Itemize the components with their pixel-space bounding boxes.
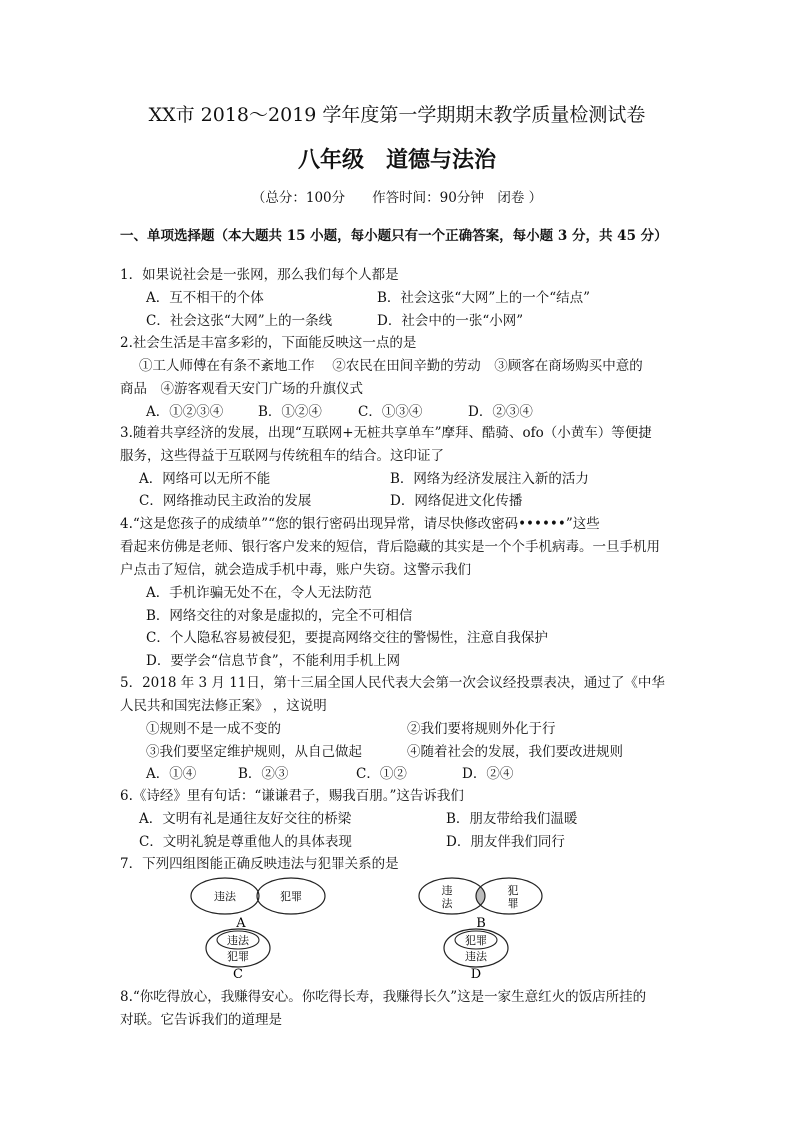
q2-stem: 2.社会生活是丰富多彩的，下面能反映这一点的是	[120, 335, 417, 351]
q5-option-c: C．①②	[356, 766, 407, 782]
q4-option-c: C．个人隐私容易被侵犯，要提高网络交往的警惕性，注意自我保护	[146, 630, 548, 646]
diagram-c-label-weifa: 违法	[227, 934, 249, 947]
q6-stem: 6.《诗经》里有句话：“谦谦君子，赐我百朋。”这告诉我们	[120, 788, 464, 804]
diagram-d	[444, 929, 508, 982]
diagram-a	[191, 878, 325, 931]
q1-option-d: D．社会中的一张“小网”	[377, 313, 524, 329]
q1-option-a: A．互不相干的个体	[146, 290, 264, 306]
diagram-b-label-zui: 罪	[507, 897, 519, 910]
exam-title: XX市 2018～2019 学年度第一学期期末教学质量检测试卷	[148, 104, 646, 126]
q4-option-a: A．手机诈骗无处不在，令人无法防范	[146, 585, 372, 601]
q5-statement-3: ③我们要坚定维护规则，从自己做起	[146, 744, 362, 760]
q4-line2: 看起来仿佛是老师、银行客户发来的短信，背后隐藏的其实是一个个手机病毒。一旦手机用	[120, 539, 660, 555]
q2-option-d: D．②③④	[468, 404, 533, 420]
q8-line2: 对联。它告诉我们的道理是	[120, 1012, 282, 1028]
diagram-b	[419, 878, 542, 931]
diagram-d-label-fanzui: 犯罪	[465, 934, 487, 947]
q3-line2: 服务，这些得益于互联网与传统租车的结合。这印证了	[120, 448, 444, 464]
diagram-a-letter: A	[236, 916, 246, 931]
q3-option-a: A．网络可以无所不能	[139, 471, 271, 487]
diagram-c	[206, 929, 270, 982]
diagram-a-label-weifa: 违法	[214, 890, 236, 903]
q2-option-c: C．①③④	[358, 404, 423, 420]
q8-line1: 8.“你吃得放心，我赚得安心。你吃得长寿，我赚得长久”这是一家生意红火的饭店所挂的	[120, 989, 647, 1005]
q2-option-b: B．①②④	[258, 404, 322, 420]
diagram-d-label-weifa: 违法	[465, 950, 487, 963]
q2-option-a: A．①②③④	[146, 404, 224, 420]
q5-statement-1: ①规则不是一成不变的	[146, 721, 281, 737]
diagram-c-label-fanzui: 犯罪	[227, 950, 249, 963]
q5-statement-4: ④随着社会的发展，我们要改进规则	[407, 744, 623, 760]
q7-venn-diagrams	[0, 872, 794, 987]
q4-option-b: B．网络交往的对象是虚拟的，完全不可相信	[146, 608, 413, 624]
q3-option-b: B．网络为经济发展注入新的活力	[390, 471, 589, 487]
section-heading: 一、单项选择题（本大题共 15 小题，每小题只有一个正确答案，每小题 3 分，共 45 分）	[120, 228, 668, 244]
exam-info: （总分：100分 作答时间：90分钟 闭卷 ）	[251, 190, 543, 206]
q5-option-d: D．②④	[462, 766, 514, 782]
q3-line1: 3.随着共享经济的发展，出现“互联网+无桩共享单车”摩拜、酷骑、ofo（小黄车）等便捷	[120, 425, 652, 441]
q3-option-c: C．网络推动民主政治的发展	[139, 493, 312, 509]
q6-option-b: B．朋友带给我们温暖	[446, 811, 578, 827]
q7-stem: 7．下列四组图能正确反映违法与犯罪关系的是	[120, 856, 399, 872]
q4-option-d: D．要学会“信息节食”，不能利用手机上网	[146, 653, 401, 669]
diagram-d-letter: D	[470, 967, 482, 982]
q4-line3: 户点击了短信，就会造成手机中毒，账户失窃。这警示我们	[120, 562, 471, 578]
q3-option-d: D．网络促进文化传播	[390, 493, 523, 509]
q6-option-d: D．朋友伴我们同行	[446, 834, 565, 850]
q5-option-b: B．②③	[238, 766, 289, 782]
q1-stem: 1．如果说社会是一张网，那么我们每个人都是	[120, 267, 399, 283]
diagram-b-label-fan: 犯	[507, 884, 519, 897]
q5-line1: 5．2018 年 3 月 11日，第十三届全国人民代表大会第一次会议经投票表决，通过了《中华	[120, 675, 665, 691]
diagram-c-letter: C	[233, 967, 243, 982]
q5-statement-2: ②我们要将规则外化于行	[407, 721, 556, 737]
diagram-b-label-fa: 法	[441, 897, 453, 910]
q6-option-a: A．文明有礼是通往友好交往的桥梁	[139, 811, 352, 827]
exam-subject: 八年级 道德与法治	[297, 147, 496, 173]
q5-option-a: A．①④	[146, 766, 197, 782]
q6-option-c: C．文明礼貌是尊重他人的具体表现	[139, 834, 352, 850]
q5-line2: 人民共和国宪法修正案》 ，这说明	[120, 698, 327, 714]
q1-option-c: C．社会这张“大网”上的一条线	[146, 313, 333, 329]
diagram-a-label-fanzui: 犯罪	[280, 890, 302, 903]
q2-line3: 商品 ④游客观看天安门广场的升旗仪式	[120, 381, 363, 397]
q2-line2: ①工人师傅在有条不紊地工作 ②农民在田间辛勤的劳动 ③顾客在商场购买中意的	[139, 358, 643, 374]
diagram-b-letter: B	[476, 916, 486, 931]
q4-line1: 4.“这是您孩子的成绩单”“您的银行密码出现异常，请尽快修改密码••••••”这些	[120, 516, 600, 532]
q1-option-b: B．社会这张“大网”上的一个“结点”	[377, 290, 591, 306]
diagram-b-label-wei: 违	[441, 884, 453, 897]
